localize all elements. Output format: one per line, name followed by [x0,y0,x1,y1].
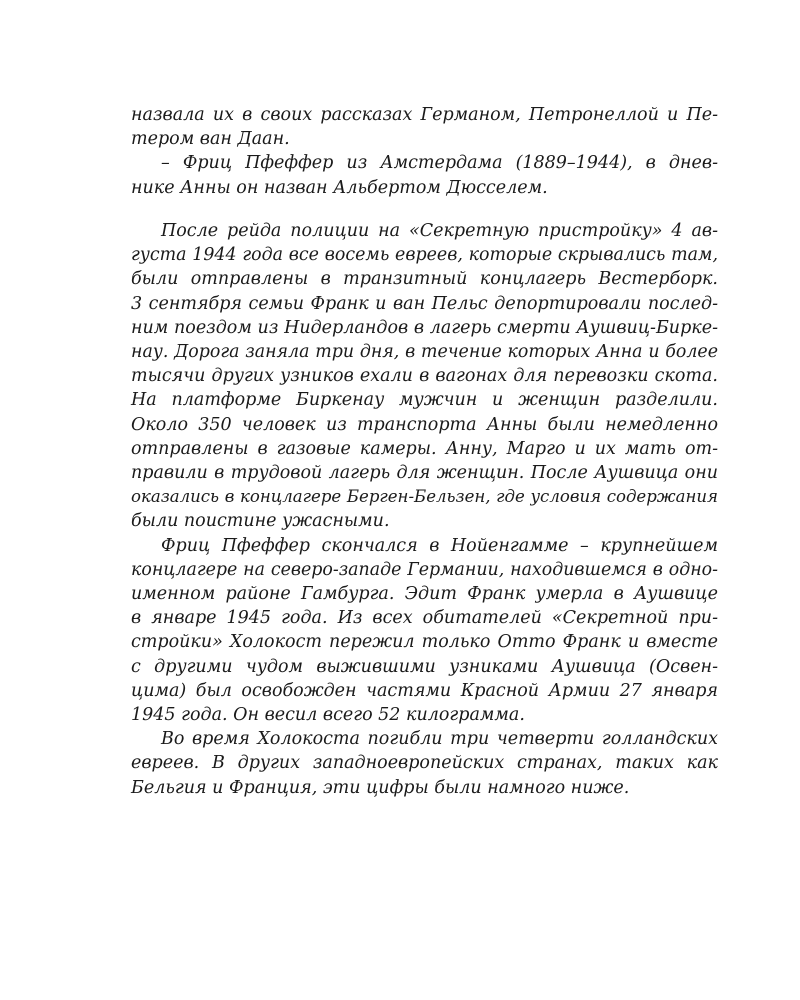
text-line: тысячи других узников ехали в вагонах для перевозки скота. [131,366,718,387]
text-line: – Фриц Пфеффер из Амстердама (1889–1944), в днев- [161,153,718,174]
text-line: стройки» Холокост пережил только Отто Франк и вместе [131,632,718,653]
text-line: именном районе Гамбурга. Эдит Франк умерла в Аушвице [131,584,718,605]
text-line: 3 сентября семьи Франк и ван Пельс депортировали послед- [131,293,718,314]
text-line: Около 350 человек из транспорта Анны были немедленно [131,414,718,435]
text-line: нике Анны он назван Альбертом Дюсселем. [131,177,548,198]
text-line: нау. Дорога заняла три дня, в течение которых Анна и более [131,342,718,363]
text-line: евреев. В других западноевропейских странах, таких как [131,753,718,774]
text-line: отправлены в газовые камеры. Анну, Марго и их мать от- [131,438,718,459]
text-line: цима) был освобожден частями Красной Армии 27 января [131,680,718,701]
text-line: густа 1944 года все восемь евреев, которые скрывались там, [131,245,718,266]
text-line: тером ван Даан. [131,129,290,150]
text-line: После рейда полиции на «Секретную пристройку» 4 ав- [161,221,718,241]
intro-text-block [131,103,718,200]
text-line: назвала их в своих рассказах Германом, Петронеллой и Пе- [131,105,718,125]
text-line: Во время Холокоста погибли три четверти голландских [161,729,718,750]
text-line: На платформе Биркенау мужчин и женщин разделили. [131,390,718,411]
text-line: Бельгия и Франция, эти цифры были намного ниже. [131,777,630,798]
text-line: ним поездом из Нидерландов в лагерь смерти Аушвиц-Биркe- [131,317,718,338]
text-line: оказались в концлагере Берген-Бельзен, где условия содержания [131,487,718,507]
text-line: были отправлены в транзитный концлагерь Вестерборк. [131,269,718,290]
text-line: в январе 1945 года. Из всех обитателей «Секретной при- [131,608,718,629]
text-line: были поистине ужасными. [131,511,390,532]
text-line: правили в трудовой лагерь для женщин. После Аушвица они [131,463,718,484]
text-line: концлагере на северо-западе Германии, находившемся в одно- [131,559,718,580]
text-line: с другими чудом выжившими узниками Аушвица (Освен- [131,656,718,677]
text-line: 1945 года. Он весил всего 52 килограмма. [131,705,525,726]
text-line: Фриц Пфеффер скончался в Нойенгамме – крупнейшем [161,535,718,556]
main-text-block [131,219,718,800]
